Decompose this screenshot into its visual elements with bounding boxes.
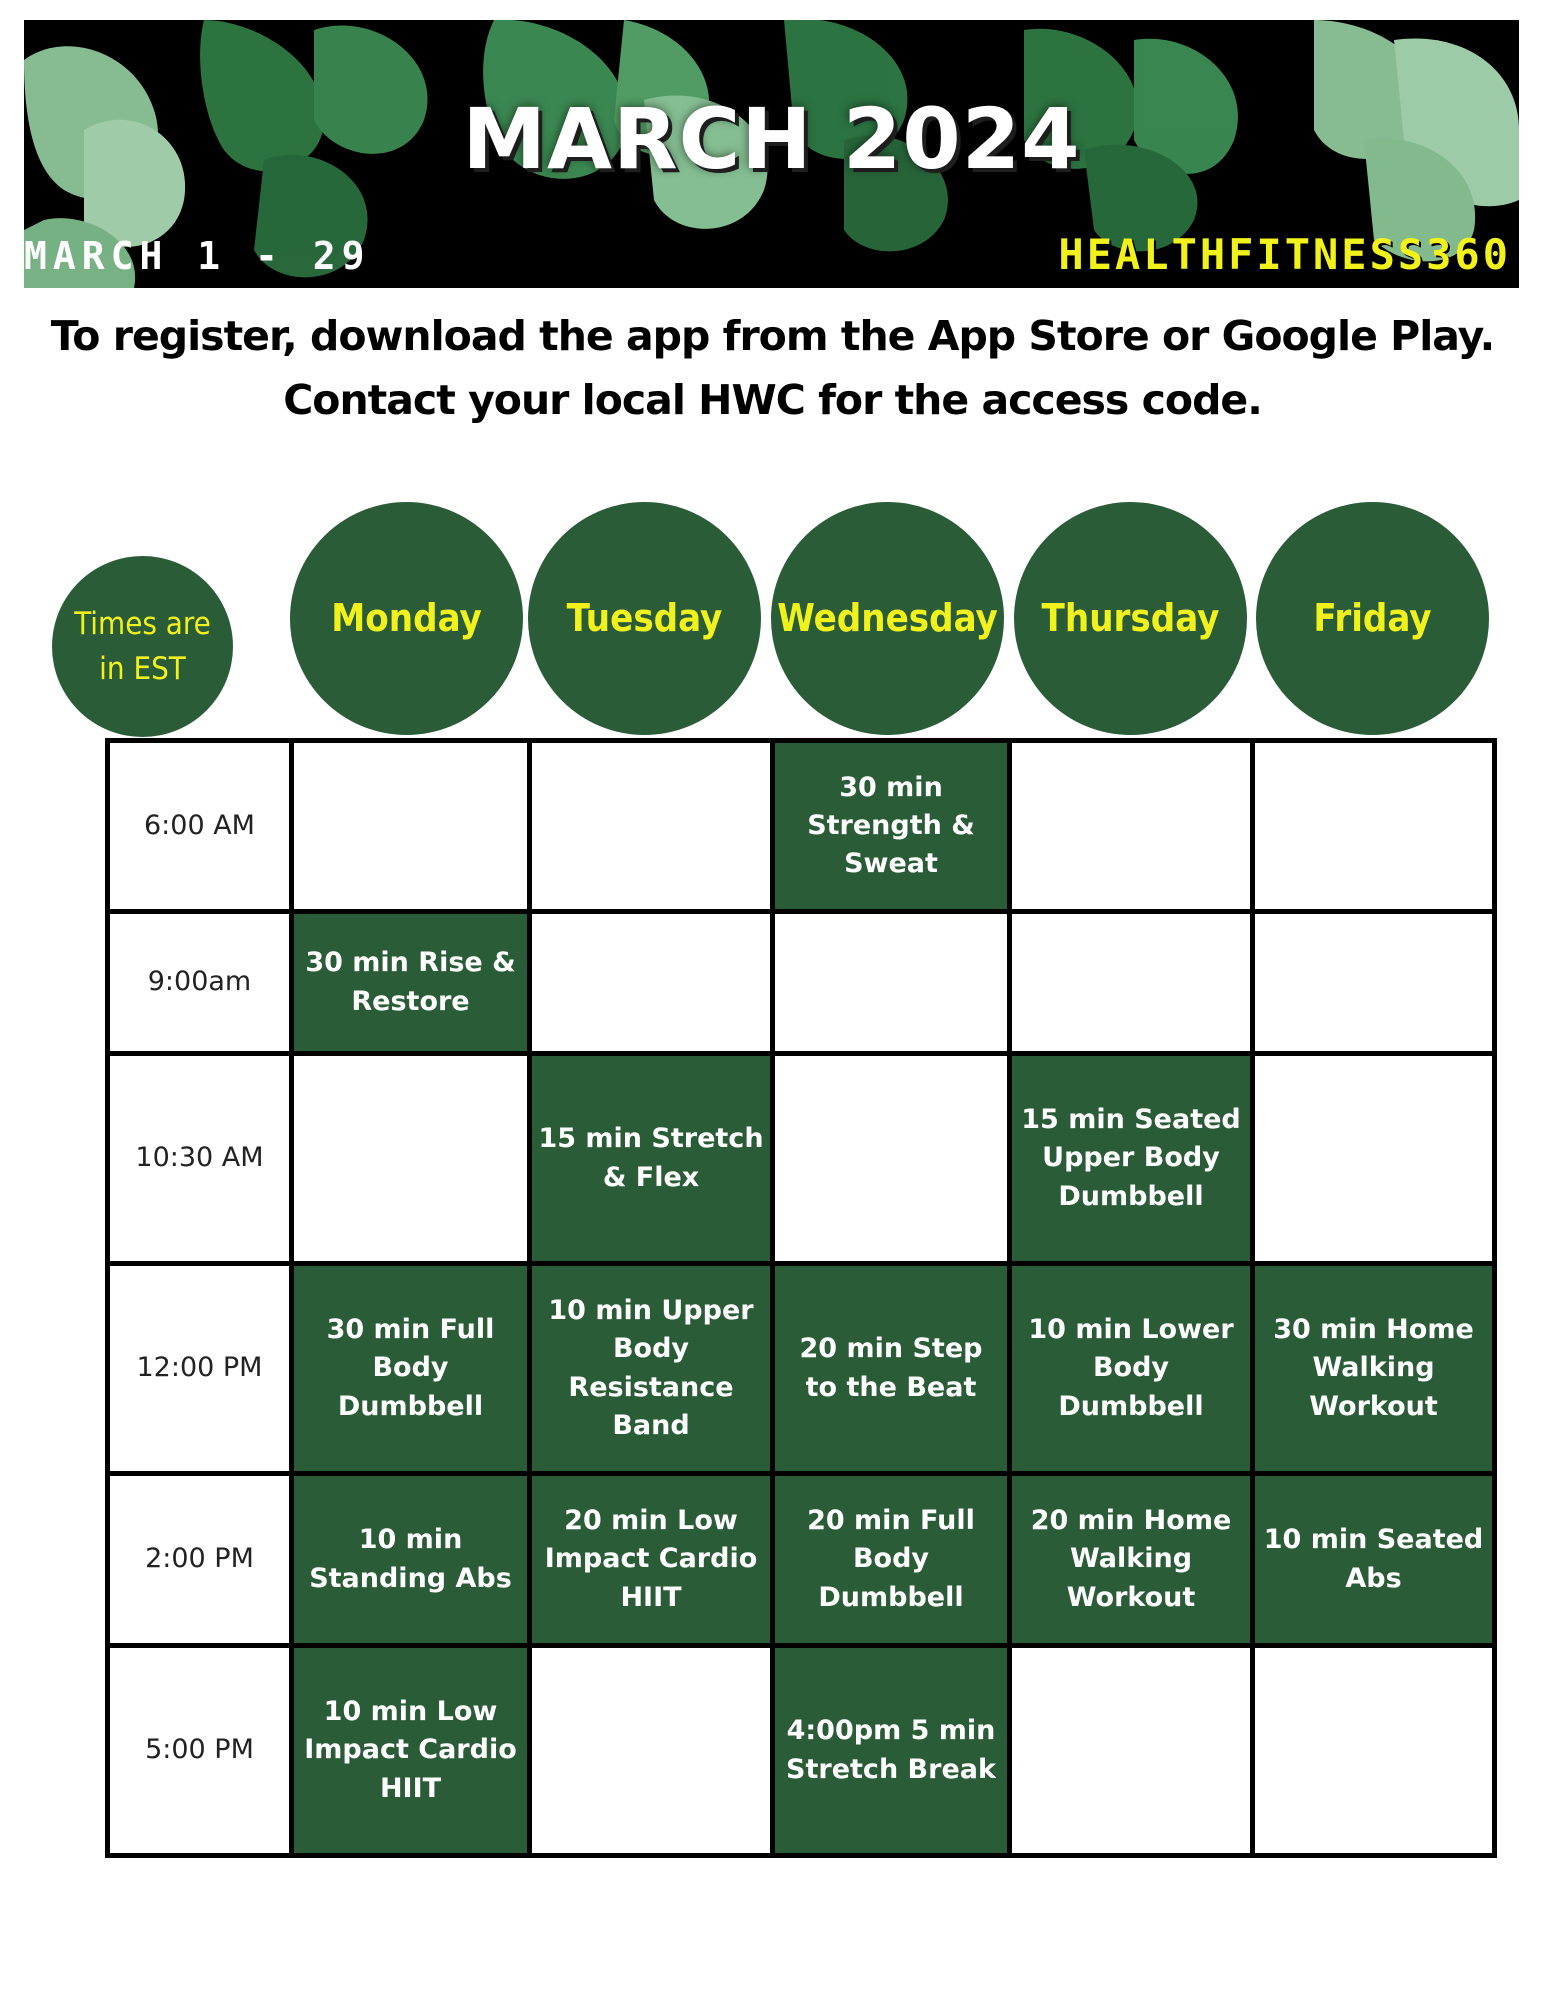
class-session-cell: 30 min Home Walking Workout: [1253, 1264, 1495, 1474]
class-session-cell: 10 min Low Impact Cardio HIIT: [292, 1646, 530, 1856]
empty-slot-cell: [773, 912, 1010, 1054]
banner-brand: HEALTHFITNESS360: [1058, 230, 1511, 279]
class-session-cell: 30 min Full Body Dumbbell: [292, 1264, 530, 1474]
empty-slot-cell: [530, 1646, 773, 1856]
day-header-wednesday: Wednesday: [771, 502, 1004, 735]
class-session-cell: 20 min Full Body Dumbbell: [773, 1474, 1010, 1646]
registration-instruction: To register, download the app from the App Store or Google Play.: [50, 312, 1495, 360]
time-slot-label: 10:30 AM: [108, 1054, 292, 1264]
class-session-cell: 20 min Low Impact Cardio HIIT: [530, 1474, 773, 1646]
class-session-cell: 15 min Stretch & Flex: [530, 1054, 773, 1264]
empty-slot-cell: [1253, 1646, 1495, 1856]
timezone-note-line2: in EST: [99, 650, 186, 687]
time-slot-label: 9:00am: [108, 912, 292, 1054]
empty-slot-cell: [773, 1054, 1010, 1264]
class-session-cell: 10 min Seated Abs: [1253, 1474, 1495, 1646]
empty-slot-cell: [1253, 912, 1495, 1054]
timezone-note-line1: Times are: [74, 605, 211, 642]
time-slot-label: 6:00 AM: [108, 741, 292, 912]
class-session-cell: 10 min Upper Body Resistance Band: [530, 1264, 773, 1474]
day-header-tuesday: Tuesday: [528, 502, 761, 735]
class-session-cell: 10 min Lower Body Dumbbell: [1010, 1264, 1253, 1474]
day-header-monday: Monday: [290, 502, 523, 735]
day-header-thursday: Thursday: [1014, 502, 1247, 735]
time-slot-label: 5:00 PM: [108, 1646, 292, 1856]
schedule-row: [108, 912, 1495, 1054]
class-schedule-table: [105, 738, 1497, 1858]
banner-title: MARCH 2024: [462, 90, 1081, 188]
access-code-instruction: Contact your local HWC for the access code.: [283, 376, 1262, 424]
schedule-row: [108, 1646, 1495, 1856]
class-session-cell: 20 min Home Walking Workout: [1010, 1474, 1253, 1646]
class-session-cell: 30 min Strength & Sweat: [773, 741, 1010, 912]
empty-slot-cell: [1010, 741, 1253, 912]
empty-slot-cell: [1010, 1646, 1253, 1856]
day-header-friday: Friday: [1256, 502, 1489, 735]
time-slot-label: 2:00 PM: [108, 1474, 292, 1646]
class-session-cell: 15 min Seated Upper Body Dumbbell: [1010, 1054, 1253, 1264]
schedule-row: [108, 741, 1495, 912]
schedule-row: [108, 1054, 1495, 1264]
time-slot-label: 12:00 PM: [108, 1264, 292, 1474]
schedule-row: [108, 1264, 1495, 1474]
empty-slot-cell: [1253, 741, 1495, 912]
empty-slot-cell: [1010, 912, 1253, 1054]
empty-slot-cell: [1253, 1054, 1495, 1264]
schedule-row: [108, 1474, 1495, 1646]
class-session-cell: 20 min Step to the Beat: [773, 1264, 1010, 1474]
class-session-cell: 10 min Standing Abs: [292, 1474, 530, 1646]
class-session-cell: 30 min Rise & Restore: [292, 912, 530, 1054]
header-banner: [24, 20, 1519, 288]
empty-slot-cell: [292, 1054, 530, 1264]
empty-slot-cell: [292, 741, 530, 912]
empty-slot-cell: [530, 912, 773, 1054]
empty-slot-cell: [530, 741, 773, 912]
class-session-cell: 4:00pm 5 min Stretch Break: [773, 1646, 1010, 1856]
banner-date-range: MARCH 1 - 29: [24, 234, 371, 278]
schedule-body: [108, 741, 1495, 1856]
timezone-note-circle: [52, 556, 233, 737]
